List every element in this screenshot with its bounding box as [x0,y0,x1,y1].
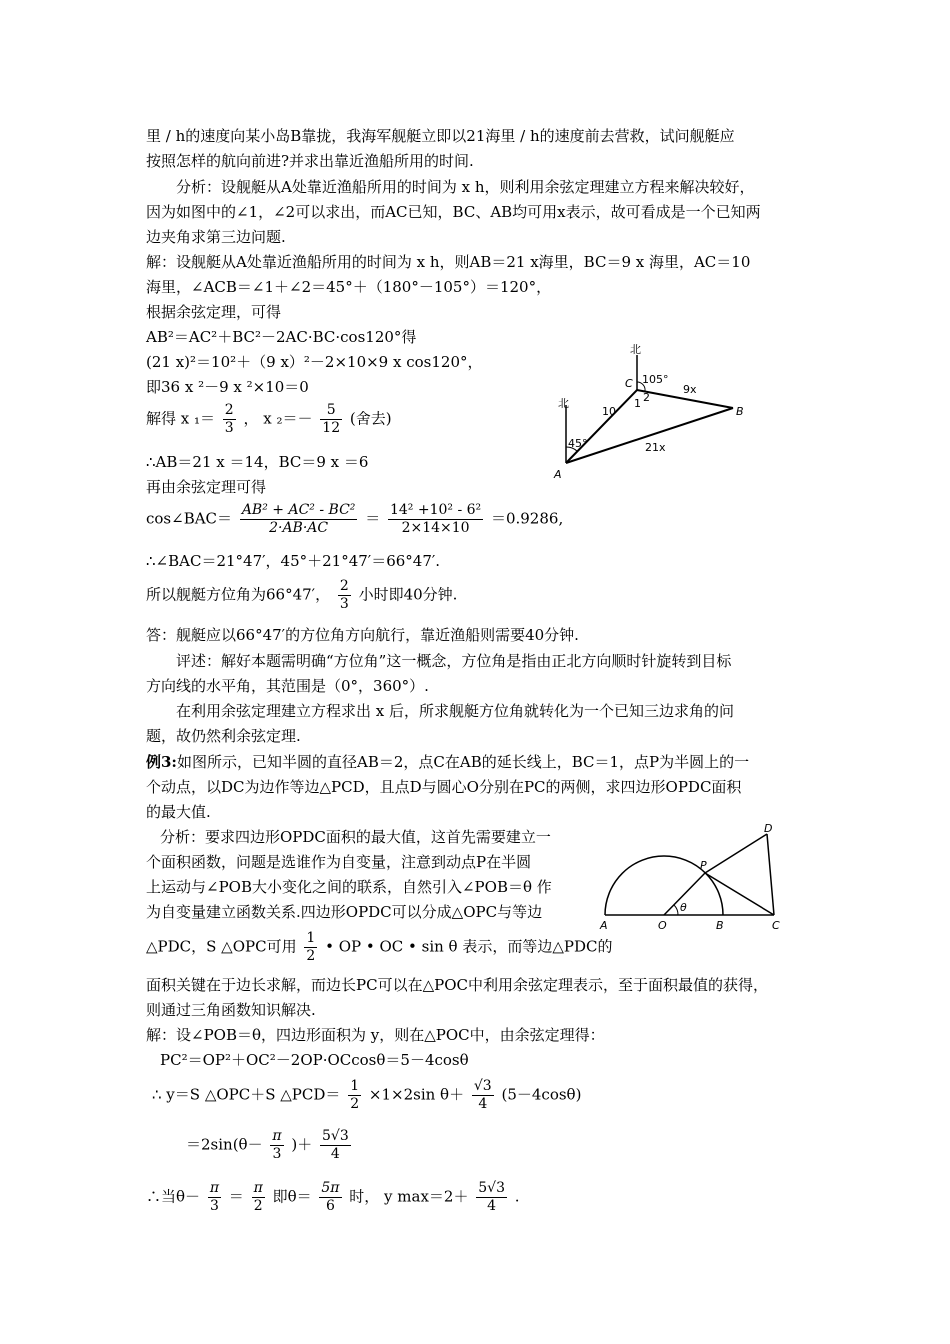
denominator: 2 [350,1096,360,1112]
text-line: 边夹角求第三边问题. [146,228,286,246]
angle-2-label: 2 [643,391,650,404]
text-line [146,930,612,965]
text-line [146,578,457,613]
example-label: 例3: [146,753,177,771]
text-line: 根据余弦定理，可得 [146,303,282,321]
fraction [208,1180,221,1215]
north-label-a: 北 [558,397,569,410]
text-segment: cos∠BAC＝ [146,509,233,528]
denominator: 3 [209,1198,219,1214]
example-heading-line [146,752,749,772]
text-segment: ＝ [228,1187,244,1206]
point-o-label: O [658,919,667,932]
text-segment: ∴ y＝S △OPC＋S △PCD＝ [152,1085,341,1104]
point-d-label: D [764,822,773,835]
point-c-label: C [625,377,633,390]
equation-line: (21 x)²＝10²＋（9 x）²－2×10×9 x cos120°， [146,353,483,371]
text-line: 解：设∠POB＝θ，四边形面积为 y，则在△POC中，由余弦定理得： [146,1026,605,1044]
fraction [270,1128,283,1163]
point-b-label: B [716,919,724,932]
text-segment: (舍去) [349,409,392,428]
text-segment: 所以舰艇方位角为66°47′， [146,585,331,604]
fraction [319,1180,341,1215]
text-segment: ∴当θ－ [146,1187,201,1206]
length-21x-label: 21x [645,441,666,454]
text-segment: 小时即40分钟. [358,585,458,604]
text-segment: (5－4cosθ) [501,1085,582,1104]
segment-pd [705,834,767,873]
fraction [223,402,236,437]
denominator: 4 [487,1198,497,1214]
point-a-label: A [554,468,562,481]
north-label-c: 北 [630,343,641,356]
denominator: 12 [322,420,341,436]
text-line: 方向线的水平角，其范围是（0°，360°）. [146,677,429,695]
equation-line: PC²＝OP²＋OC²－2OP·OCcosθ＝5－4cosθ [160,1051,469,1069]
text-line: 上运动与∠POB大小变化之间的联系，自然引入∠POB＝θ 作 [146,878,552,896]
fraction [304,930,317,965]
length-10-label: 10 [602,405,616,418]
equation-line [186,1128,354,1163]
numerator: 2 [339,578,349,594]
point-b-label: B [736,405,744,418]
text-segment: . [514,1187,520,1206]
text-line: 为自变量建立函数关系.四边形OPDC可以分成△OPC与等边 [146,903,543,921]
text-line: 题，故仍然利余弦定理. [146,727,301,745]
text-segment: ＝2sin(θ－ [186,1135,263,1154]
denominator: 3 [224,420,234,436]
text-line: 里 / h的速度向某小岛B靠拢，我海军舰艇立即以21海里 / h的速度前去营救，试问舰艇应 [146,127,735,145]
fraction [252,1180,265,1215]
text-segment: ＝0.9286, [490,509,564,528]
fraction [338,578,351,613]
text-segment: • OP • OC • sin θ 表示，而等边△PDC的 [325,937,613,956]
numerator: 1 [350,1078,360,1094]
text-segment: 如图所示，已知半圆的直径AB＝2，点C在AB的延长线上，BC＝1，点P为半圆上的一 [176,753,750,771]
text-segment: 即θ＝ [272,1187,312,1206]
numerator: π [272,1128,282,1144]
numerator: √3 [473,1078,492,1094]
fraction [388,502,483,537]
angle-theta-label: θ [680,901,687,914]
semicircle-figure [598,822,788,934]
text-line: 分析：要求四边形OPDC面积的最大值，这首先需要建立一 [160,828,551,846]
text-line: 海里，∠ACB＝∠1＋∠2＝45°＋（180°－105°）＝120°， [146,278,552,296]
length-9x-label: 9x [683,383,697,396]
text-line: 个面积函数，问题是选谁作为自变量，注意到动点P在半圆 [146,853,532,871]
text-line: 分析：设舰艇从A处靠近渔船所用的时间为 x h，则利用余弦定理建立方程来解决较好， [176,178,755,196]
denominator: 2 [253,1198,263,1214]
angle-105-label: 105° [642,373,669,386]
text-segment: 时， y max＝2＋ [349,1187,469,1206]
segment-ab [566,408,733,463]
equation-line [152,1078,581,1113]
text-line: 面积关键在于边长求解，而边长PC可以在△POC中利用余弦定理表示，至于面积最值的获得， [146,976,768,994]
numerator: 5 [320,402,342,420]
text-segment: 解得 x ₁＝ [146,409,216,428]
equation-line: ∴AB＝21 x ＝14，BC＝9 x ＝6 [146,453,369,471]
numerator: 1 [306,930,316,946]
denominator: 3 [339,596,349,612]
angle-45-label: 45° [568,437,588,450]
denominator: 6 [325,1198,335,1214]
solution-line [146,402,392,437]
denominator: 2·AB·AC [269,520,329,536]
fraction [476,1180,507,1215]
angle-1-label: 1 [634,397,641,410]
point-p-label: P [700,859,707,872]
numerator: 14² +10² - 6² [389,502,482,518]
point-a-label: A [600,919,608,932]
text-segment: ， x ₂＝－ [243,409,313,428]
denominator: 4 [330,1146,340,1162]
text-line: 则通过三角函数知识解决. [146,1001,316,1019]
point-c-label: C [772,919,780,932]
equation-line: AB²＝AC²＋BC²－2AC·BC·cos120°得 [146,328,417,346]
cosine-line: cos∠BAC＝ $\frac{\text{AB² + AC² - BC²}}{2\cdot AB\cdot AC}$ ＝ $\frac{\text{14² +10² - 6²}}{2\times 14\times 10}$ ＝0.9286, [146,502,564,536]
numerator: π [253,1180,263,1196]
text-line: 因为如图中的∠1，∠2可以求出，而AC已知，BC、AB均可用x表示，故可看成是一个已知两 [146,203,761,221]
numerator: 5√3 [322,1128,349,1144]
text-segment: ×1×2sin θ＋ [368,1085,465,1104]
denominator: 4 [478,1096,488,1112]
segment-dc [767,834,774,915]
numerator: 2 [224,402,234,418]
denominator: 2×14×10 [401,520,470,536]
text-line: 个动点，以DC为边作等边△PCD，且点D与圆心O分别在PC的两侧，求四边形OPDC面积 [146,778,742,796]
answer-line: 答：舰艇应以66°47′的方位角方向航行，靠近渔船则需要40分钟. [146,626,579,644]
fraction [472,1078,494,1113]
text-line: 解：设舰艇从A处靠近渔船所用的时间为 x h，则AB＝21 x海里，BC＝9 x 海里，AC＝10 [146,253,751,271]
equation-line [146,1180,520,1215]
text-segment: △PDC，S △OPC可用 [146,937,297,956]
segment-pc [705,873,774,915]
equation-line: 即36 x ²－9 x ²×10＝0 [146,378,309,396]
text-segment: )＋ [291,1135,313,1154]
numerator: π [209,1180,220,1196]
text-line: 按照怎样的航向前进?并求出靠近渔船所用的时间. [146,152,474,170]
numerator: 5π [321,1180,340,1196]
fraction [320,402,342,437]
numerator: 5√3 [478,1180,505,1196]
text-line: 评述：解好本题需明确“方位角”这一概念，方位角是指由正北方向顺时针旋转到目标 [176,652,732,670]
text-line: 在利用余弦定理建立方程求出 x 后，所求舰艇方位角就转化为一个已知三边求角的问 [176,702,734,720]
denominator: 2 [306,948,316,964]
fraction [320,1128,351,1163]
fraction [348,1078,361,1113]
text-line: 的最大值. [146,803,211,821]
fraction [240,502,358,537]
navigation-figure [550,335,770,485]
angle-theta-arc [674,905,678,915]
denominator: 3 [272,1146,282,1162]
equation-line: ∴∠BAC＝21°47′，45°＋21°47′＝66°47′. [146,552,441,570]
text-line: 再由余弦定理可得 [146,478,267,496]
numerator: AB² + AC² - BC² [241,502,356,518]
